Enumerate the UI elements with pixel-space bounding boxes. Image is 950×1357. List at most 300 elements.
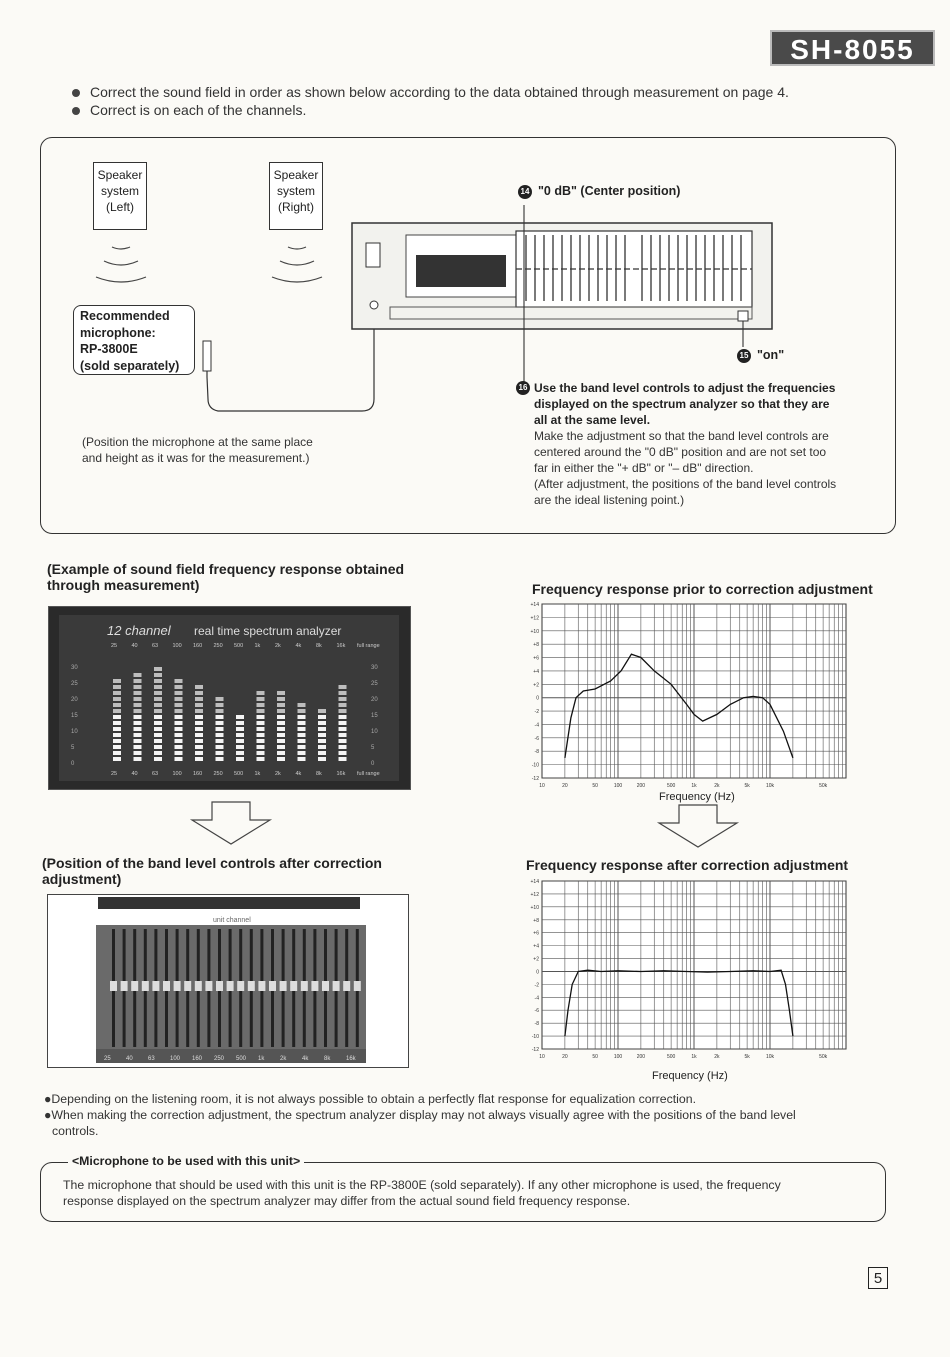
- analyzer-bar-segment: [154, 691, 162, 695]
- analyzer-bar-segment: [318, 757, 326, 761]
- chart-ytick-label: +6: [533, 655, 539, 662]
- analyzer-bar-segment: [216, 709, 224, 713]
- control-band-label: 8k: [324, 1056, 331, 1062]
- control-band-label: 4k: [302, 1056, 309, 1062]
- microphone-note-line: response displayed on the spectrum analyzer may differ from the actual sound field frequency response.: [63, 1194, 631, 1208]
- analyzer-scale-label: 15: [371, 713, 378, 719]
- analyzer-bar-segment: [195, 751, 203, 755]
- analyzer-bar-segment: [154, 721, 162, 725]
- chart-ytick-label: +10: [530, 628, 539, 635]
- slider-knob: [258, 981, 265, 991]
- chart-ytick-label: -12: [531, 1047, 539, 1053]
- step-16-bold-line: displayed on the spectrum analyzer so that they are: [534, 397, 830, 411]
- analyzer-bar-segment: [339, 685, 347, 689]
- analyzer-scale-label: 25: [371, 681, 378, 687]
- chart-ytick-label: +2: [533, 682, 539, 689]
- chart-ytick-label: +14: [530, 602, 539, 608]
- analyzer-band-label: 1k: [254, 771, 261, 777]
- chart-xtick-label: 200: [636, 783, 646, 789]
- microphone-icon: [203, 315, 374, 411]
- analyzer-bar-segment: [339, 697, 347, 701]
- mic-label-line: microphone:: [80, 325, 156, 340]
- slider-knob: [248, 981, 255, 991]
- analyzer-title-italic: 12 channel: [107, 623, 171, 638]
- analyzer-bar-segment: [298, 727, 306, 731]
- analyzer-bar-segment: [298, 721, 306, 725]
- analyzer-bar-segment: [154, 685, 162, 689]
- analyzer-bar-segment: [318, 715, 326, 719]
- analyzer-scale-label: 5: [71, 745, 75, 751]
- analyzer-bar-segment: [236, 715, 244, 719]
- analyzer-bar-segment: [236, 721, 244, 725]
- analyzer-bar-segment: [113, 745, 121, 749]
- mic-label-line: RP-3800E: [80, 342, 138, 356]
- analyzer-bar-segment: [195, 703, 203, 707]
- analyzer-bar-segment: [195, 697, 203, 701]
- panel-label: unit channel: [213, 917, 251, 924]
- analyzer-bar-segment: [236, 739, 244, 743]
- chart-xtick-label: 5k: [744, 783, 750, 789]
- analyzer-bar-segment: [113, 679, 121, 683]
- analyzer-band-label: 4k: [295, 643, 302, 649]
- analyzer-scale-label: 30: [71, 665, 78, 671]
- step-16-number-icon: 16: [516, 381, 530, 395]
- intro-bullet-text: Correct is on each of the channels.: [90, 102, 307, 118]
- speaker-right-line: Speaker: [273, 168, 319, 182]
- analyzer-band-label: 2k: [275, 643, 281, 649]
- analyzer-band-label: full range: [357, 771, 380, 777]
- chart-xtick-label: 5k: [744, 1054, 750, 1060]
- chart-xtick-label: 2k: [714, 783, 720, 789]
- notes: [44, 1091, 904, 1139]
- note-line: controls.: [52, 1124, 99, 1138]
- slider-knob: [227, 981, 234, 991]
- control-band-label: 2k: [280, 1056, 287, 1062]
- down-arrow-right-icon: [655, 803, 741, 851]
- analyzer-bar-segment: [298, 703, 306, 707]
- slider-knob: [290, 981, 297, 991]
- chart-before-title: Frequency response prior to correction adjustment: [532, 581, 873, 597]
- step-16: [516, 380, 881, 508]
- analyzer-bar-segment: [298, 733, 306, 737]
- analyzer-bar-segment: [134, 679, 142, 683]
- analyzer-bar-segment: [277, 715, 285, 719]
- chart-xtick-label: 500: [666, 783, 676, 789]
- step-16-line: far in either the "+ dB" or "– dB" direction.: [534, 461, 754, 475]
- analyzer-bar-segment: [134, 697, 142, 701]
- analyzer-bar-segment: [195, 745, 203, 749]
- microphone-note-text: [63, 1177, 883, 1209]
- analyzer-bar-segment: [113, 727, 121, 731]
- mic-label-box: [73, 305, 195, 375]
- analyzer-bar-segment: [277, 691, 285, 695]
- chart-xtick-label: 200: [636, 1054, 646, 1060]
- analyzer-bar-segment: [195, 715, 203, 719]
- analyzer-title: real time spectrum analyzer: [194, 624, 342, 638]
- chart-ytick-label: -10: [531, 1034, 539, 1041]
- chart-xtick-label: 2k: [714, 1054, 720, 1060]
- analyzer-bar-segment: [298, 757, 306, 761]
- analyzer-bar-segment: [339, 739, 347, 743]
- analyzer-bar-segment: [113, 703, 121, 707]
- analyzer-bar-segment: [195, 727, 203, 731]
- analyzer-bar-segment: [113, 757, 121, 761]
- analyzer-bar-segment: [277, 703, 285, 707]
- speaker-left-line: system: [100, 184, 139, 198]
- analyzer-bar-segment: [134, 739, 142, 743]
- note-line: ●When making the correction adjustment, the spectrum analyzer display may not always visually agree with the positions of the band level: [44, 1108, 796, 1122]
- analyzer-bar-segment: [134, 745, 142, 749]
- analyzer-bar-segment: [257, 709, 265, 713]
- analyzer-scale-label: 30: [371, 665, 378, 671]
- slider-knob: [110, 981, 117, 991]
- analyzer-bar-segment: [134, 709, 142, 713]
- analyzer-bar-segment: [277, 751, 285, 755]
- analyzer-band-label: 500: [234, 643, 244, 649]
- slider-knob: [216, 981, 223, 991]
- analyzer-scale-label: 0: [71, 761, 75, 767]
- slider-knob: [343, 981, 350, 991]
- analyzer-band-label: 2k: [275, 771, 281, 777]
- analyzer-band-label: 100: [172, 643, 182, 649]
- analyzer-bar-segment: [134, 757, 142, 761]
- analyzer-bar-segment: [175, 715, 183, 719]
- analyzer-bar-segment: [339, 733, 347, 737]
- analyzer-band-label: 500: [234, 771, 244, 777]
- step-16-line: are the ideal listening point.): [534, 493, 685, 507]
- slider-knob: [195, 981, 202, 991]
- down-arrow-left-icon: [188, 800, 274, 848]
- note-line: ●Depending on the listening room, it is not always possible to obtain a perfectly flat response for equalization correction.: [44, 1092, 697, 1106]
- chart-ytick-label: +4: [533, 668, 539, 675]
- analyzer-bar-segment: [113, 709, 121, 713]
- slider-knob: [184, 981, 191, 991]
- slider-knob: [301, 981, 308, 991]
- page-number: 5: [868, 1267, 888, 1289]
- analyzer-band-label: 160: [193, 643, 203, 649]
- analyzer-bar-segment: [175, 697, 183, 701]
- analyzer-bar-segment: [175, 721, 183, 725]
- equalizer-device-illustration: [352, 205, 772, 393]
- analyzer-bar-segment: [134, 703, 142, 707]
- slider-knob: [333, 981, 340, 991]
- analyzer-bar-segment: [154, 667, 162, 671]
- chart-xtick-label: 50: [592, 1054, 598, 1060]
- chart-ytick-label: +12: [530, 891, 539, 898]
- analyzer-bar-segment: [154, 673, 162, 677]
- analyzer-band-label: 63: [152, 771, 159, 777]
- analyzer-bar-segment: [216, 703, 224, 707]
- chart-ytick-label: -8: [534, 749, 539, 756]
- chart-xtick-label: 50: [592, 783, 598, 789]
- analyzer-bar-segment: [339, 709, 347, 713]
- bullet-icon: [72, 89, 80, 97]
- analyzer-bar-segment: [339, 757, 347, 761]
- intro-bullet-2: [72, 102, 306, 118]
- example-heading: [47, 561, 404, 593]
- analyzer-bar-segment: [134, 721, 142, 725]
- chart-ytick-label: +8: [533, 642, 539, 649]
- analyzer-bar-segment: [277, 733, 285, 737]
- sound-wave-left-icon: [96, 247, 146, 282]
- step-15: [737, 348, 784, 363]
- control-band-label: 160: [192, 1056, 203, 1062]
- analyzer-bar-segment: [216, 715, 224, 719]
- analyzer-bar-segment: [154, 709, 162, 713]
- chart-ytick-label: -6: [534, 735, 539, 742]
- chart-xtick-label: 100: [613, 1054, 623, 1060]
- analyzer-bar-segment: [154, 703, 162, 707]
- chart-xtick-label: 10: [539, 783, 545, 789]
- after-controls-heading-line: adjustment): [42, 871, 122, 887]
- chart-xtick-label: 1k: [691, 783, 697, 789]
- slider-knob: [152, 981, 159, 991]
- slider-knob: [280, 981, 287, 991]
- analyzer-bar-segment: [236, 733, 244, 737]
- analyzer-bar-segment: [134, 715, 142, 719]
- analyzer-bar-segment: [216, 697, 224, 701]
- analyzer-bar-segment: [257, 739, 265, 743]
- analyzer-scale-label: 25: [71, 681, 78, 687]
- analyzer-bar-segment: [257, 697, 265, 701]
- analyzer-bar-segment: [154, 727, 162, 731]
- chart-xtick-label: 10: [539, 1054, 545, 1060]
- analyzer-bar-segment: [154, 733, 162, 737]
- analyzer-bar-segment: [298, 715, 306, 719]
- slider-knob: [354, 981, 361, 991]
- analyzer-band-label: 100: [172, 771, 182, 777]
- analyzer-bar-segment: [339, 691, 347, 695]
- analyzer-band-label: 25: [111, 643, 118, 649]
- step-14: [518, 184, 680, 199]
- analyzer-bar-segment: [175, 751, 183, 755]
- sound-wave-right-icon: [272, 247, 322, 282]
- chart-ytick-label: +2: [533, 956, 539, 963]
- analyzer-bar-segment: [113, 685, 121, 689]
- analyzer-bar-segment: [339, 745, 347, 749]
- control-band-label: 1k: [258, 1056, 265, 1062]
- chart-before-xlabel: Frequency (Hz): [659, 791, 735, 803]
- slider-knob: [121, 981, 128, 991]
- analyzer-bar-segment: [298, 709, 306, 713]
- chart-ytick-label: -12: [531, 776, 539, 782]
- analyzer-bar-segment: [175, 691, 183, 695]
- analyzer-bar-segment: [195, 757, 203, 761]
- analyzer-bar-segment: [134, 691, 142, 695]
- analyzer-bar-segment: [154, 757, 162, 761]
- analyzer-bar-segment: [257, 751, 265, 755]
- slider-knob: [205, 981, 212, 991]
- analyzer-bar-segment: [318, 727, 326, 731]
- analyzer-band-label: 16k: [336, 643, 346, 649]
- analyzer-bar-segment: [154, 739, 162, 743]
- mic-label-line: Recommended: [80, 309, 170, 323]
- slider-knob: [322, 981, 329, 991]
- analyzer-bar-segment: [236, 751, 244, 755]
- step-14-text: "0 dB" (Center position): [538, 184, 681, 198]
- analyzer-bar-segment: [277, 727, 285, 731]
- analyzer-scale-label: 5: [371, 745, 375, 751]
- analyzer-bar-segment: [339, 721, 347, 725]
- mic-note-line: (Position the microphone at the same place: [82, 435, 313, 449]
- chart-xtick-label: 10k: [765, 783, 775, 789]
- chart-ytick-label: 0: [536, 695, 539, 702]
- chart-ytick-label: +4: [533, 943, 539, 950]
- analyzer-scale-label: 10: [71, 729, 78, 735]
- analyzer-bar-segment: [257, 733, 265, 737]
- chart-xtick-label: 20: [562, 783, 568, 789]
- analyzer-bar-segment: [277, 745, 285, 749]
- analyzer-bar-segment: [257, 727, 265, 731]
- analyzer-bar-segment: [195, 739, 203, 743]
- analyzer-bar-segment: [216, 745, 224, 749]
- chart-xtick-label: 10k: [765, 1054, 775, 1060]
- model-badge: SH-8055: [770, 30, 935, 66]
- chart-ytick-label: +8: [533, 917, 539, 924]
- analyzer-band-label: 8k: [316, 643, 322, 649]
- analyzer-bar-segment: [277, 721, 285, 725]
- control-band-label: 40: [126, 1056, 133, 1062]
- intro-bullet-1: [72, 84, 789, 100]
- analyzer-bar-segment: [216, 757, 224, 761]
- analyzer-bar-segment: [154, 751, 162, 755]
- slider-knob: [311, 981, 318, 991]
- microphone-note-title: <Microphone to be used with this unit>: [68, 1154, 304, 1168]
- step-16-line: (After adjustment, the positions of the band level controls: [534, 477, 837, 491]
- example-heading-line: through measurement): [47, 577, 200, 593]
- analyzer-bar-segment: [257, 691, 265, 695]
- analyzer-bar-segment: [318, 739, 326, 743]
- analyzer-bar-segment: [175, 745, 183, 749]
- analyzer-bar-segment: [257, 745, 265, 749]
- analyzer-bar-segment: [257, 757, 265, 761]
- control-band-label: 16k: [346, 1056, 356, 1062]
- analyzer-bar-segment: [277, 697, 285, 701]
- analyzer-bar-segment: [134, 673, 142, 677]
- analyzer-bar-segment: [195, 721, 203, 725]
- analyzer-bar-segment: [195, 709, 203, 713]
- chart-after: [520, 877, 860, 1067]
- chart-xtick-label: 500: [666, 1054, 676, 1060]
- analyzer-bar-segment: [113, 733, 121, 737]
- chart-ytick-label: +14: [530, 879, 539, 885]
- analyzer-bar-segment: [216, 733, 224, 737]
- intro-bullet-text: Correct the sound field in order as shown below according to the data obtained through measurement on page 4.: [90, 84, 789, 100]
- analyzer-scale-label: 0: [371, 761, 375, 767]
- analyzer-bar-segment: [175, 739, 183, 743]
- step-15-number-icon: 15: [737, 349, 751, 363]
- chart-before: [520, 600, 860, 808]
- analyzer-bar-segment: [113, 751, 121, 755]
- slider-knob: [131, 981, 138, 991]
- chart-ytick-label: -6: [534, 1008, 539, 1015]
- analyzer-bar-segment: [195, 733, 203, 737]
- microphone-note-line: The microphone that should be used with this unit is the RP-3800E (sold separately). If any other microphone is used, the frequency: [63, 1178, 781, 1192]
- analyzer-band-label: 160: [193, 771, 203, 777]
- step-16-line: centered around the "0 dB" position and are not set too: [534, 445, 827, 459]
- analyzer-bar-segment: [318, 733, 326, 737]
- analyzer-band-label: 250: [213, 771, 223, 777]
- analyzer-band-label: 8k: [316, 771, 322, 777]
- bullet-icon: [72, 107, 80, 115]
- analyzer-band-label: 1k: [254, 643, 261, 649]
- analyzer-bar-segment: [318, 709, 326, 713]
- analyzer-bar-segment: [216, 751, 224, 755]
- chart-xtick-label: 1k: [691, 1054, 697, 1060]
- chart-xtick-label: 50k: [819, 783, 828, 789]
- step-14-number-icon: 14: [518, 185, 532, 199]
- band-controls-display: [48, 895, 408, 1067]
- step-16-bold-line: all at the same level.: [534, 413, 651, 427]
- control-band-label: 63: [148, 1056, 155, 1062]
- analyzer-bar-segment: [113, 697, 121, 701]
- analyzer-bar-segment: [298, 739, 306, 743]
- analyzer-bar-segment: [277, 709, 285, 713]
- analyzer-band-label: 40: [131, 771, 138, 777]
- mic-note-line: and height as it was for the measurement.): [82, 451, 310, 465]
- analyzer-bar-segment: [216, 727, 224, 731]
- analyzer-bar-segment: [339, 715, 347, 719]
- analyzer-band-label: 63: [152, 643, 159, 649]
- analyzer-band-label: full range: [357, 643, 380, 649]
- chart-ytick-label: +12: [530, 615, 539, 622]
- analyzer-bar-segment: [195, 685, 203, 689]
- analyzer-bar-segment: [339, 751, 347, 755]
- analyzer-bar-segment: [236, 757, 244, 761]
- analyzer-bar-segment: [134, 685, 142, 689]
- analyzer-bar-segment: [154, 715, 162, 719]
- analyzer-scale-label: 10: [371, 729, 378, 735]
- analyzer-bar-segment: [257, 703, 265, 707]
- slider-knob: [237, 981, 244, 991]
- chart-after-xlabel: Frequency (Hz): [652, 1070, 728, 1082]
- analyzer-bar-segment: [134, 733, 142, 737]
- analyzer-bar-segment: [318, 721, 326, 725]
- analyzer-bar-segment: [175, 733, 183, 737]
- analyzer-scale-label: 15: [71, 713, 78, 719]
- example-heading-line: (Example of sound field frequency response obtained: [47, 561, 405, 577]
- chart-ytick-label: +10: [530, 904, 539, 911]
- analyzer-bar-segment: [113, 691, 121, 695]
- analyzer-bar-segment: [216, 721, 224, 725]
- analyzer-bar-segment: [318, 751, 326, 755]
- analyzer-bar-segment: [175, 757, 183, 761]
- analyzer-bar-segment: [154, 697, 162, 701]
- speaker-right-line: (Right): [277, 200, 314, 214]
- analyzer-scale-label: 20: [71, 697, 78, 703]
- analyzer-bar-segment: [175, 727, 183, 731]
- step-15-text: "on": [757, 348, 785, 362]
- analyzer-bar-segment: [298, 751, 306, 755]
- analyzer-bar-segment: [339, 727, 347, 731]
- analyzer-bar-segment: [175, 709, 183, 713]
- analyzer-bar-segment: [339, 703, 347, 707]
- analyzer-bar-segment: [318, 745, 326, 749]
- analyzer-scale-label: 20: [371, 697, 378, 703]
- analyzer-bar-segment: [277, 757, 285, 761]
- slider-knob: [163, 981, 170, 991]
- analyzer-bar-segment: [134, 727, 142, 731]
- analyzer-bar-segment: [154, 679, 162, 683]
- analyzer-bar-segment: [175, 679, 183, 683]
- after-controls-heading-line: (Position of the band level controls after correction: [42, 855, 382, 871]
- control-band-label: 500: [236, 1056, 247, 1062]
- analyzer-bar-segment: [298, 745, 306, 749]
- slider-knob: [269, 981, 276, 991]
- slider-knob: [174, 981, 181, 991]
- analyzer-bar-segment: [277, 739, 285, 743]
- chart-ytick-label: +6: [533, 930, 539, 937]
